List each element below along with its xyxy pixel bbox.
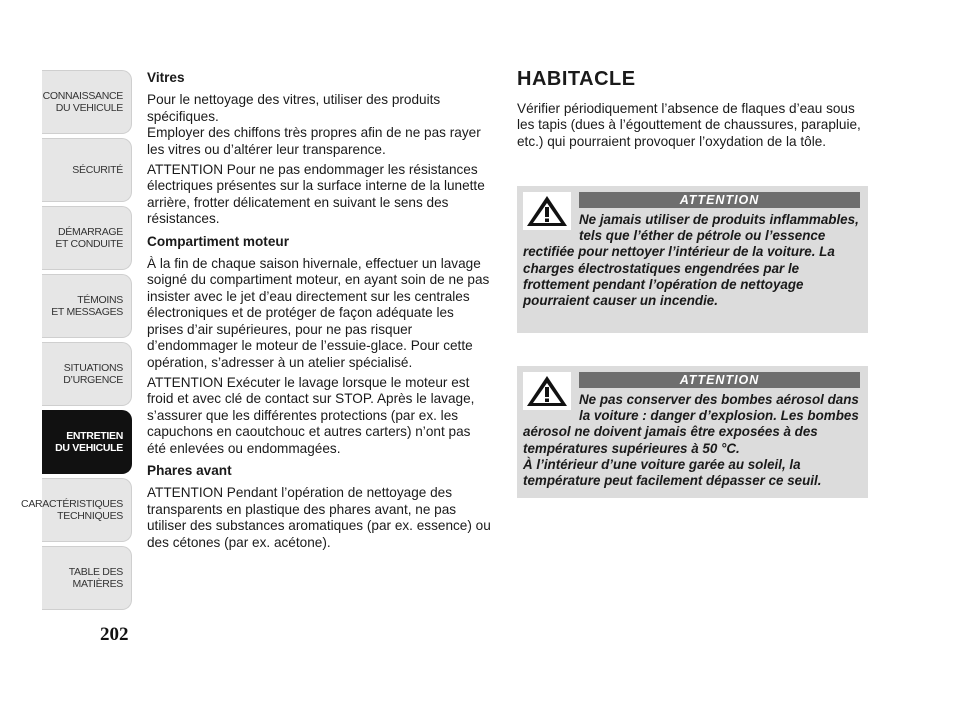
page-number: 202 [100,624,129,645]
tab-label: SITUATIONS D’URGENCE [63,362,123,386]
tab-label: SÉCURITÉ [72,164,123,176]
tab-temoins-et-messages[interactable] [42,274,132,338]
vitres-paragraph-2: ATTENTION Pour ne pas endommager les résistances électriques présentes sur la surface interne de la lunette arrière, frotter délicatement en suivant le sens des résistances. [147,162,485,227]
warning-triangle-icon [523,372,571,410]
habitacle-intro: Vérifier périodiquement l’absence de flaques d’eau sous les tapis (dues à l’égouttement de chaussures, parapluie, etc.) qui pourraient provoquer l’oxydation de la tôle. [517,101,861,149]
warning-text: Ne pas conserver des bombes aérosol dans la voiture : danger d’explosion. Les bombes aérosol ne doivent jamais être exposées à des températures supérieures à 50 °C. À l’intérieur d’une voiture garée au soleil, la température peut facilement dépasser ce seuil. [523,392,859,489]
left-column [147,70,492,555]
moteur-heading: Compartiment moteur [147,233,289,249]
right-column [517,68,869,150]
warning-text: Ne jamais utiliser de produits inflammables, tels que l’éther de pétrole ou l’essence rectifiée pour nettoyer l’intérieur de la voiture. La charges électrostatiques engendrées par le frottement pendant l’opération de nettoyage pourraient causer un incendie. [523,212,859,309]
tab-label: TABLE DES MATIÈRES [68,566,123,590]
tab-connaissance-du-vehicule[interactable] [42,70,132,134]
tab-label: CONNAISSANCE DU VEHICULE [42,90,123,114]
tab-securite[interactable] [42,138,132,202]
tab-label: DÉMARRAGE ET CONDUITE [55,226,123,250]
tab-situations-d-urgence[interactable] [42,342,132,406]
warning-box [517,366,868,498]
tab-label: TÉMOINS ET MESSAGES [51,294,123,318]
tab-entretien-du-vehicule[interactable] [42,410,132,474]
warning-label: ATTENTION [579,192,860,208]
warning-triangle-icon [523,192,571,230]
tab-caracteristiques-techniques[interactable] [21,478,132,542]
section-title: HABITACLE [517,68,636,90]
tab-label: ENTRETIEN DU VEHICULE [55,430,123,454]
warning-label: ATTENTION [579,372,860,388]
vitres-heading: Vitres [147,70,185,85]
phares-paragraph-1: ATTENTION Pendant l’opération de nettoyage des transparents en plastique des phares avant, ne pas utiliser des substances aromatiques (par ex. essence) ou des cétones (par ex. acétone). [147,485,491,550]
warning-box [517,186,868,333]
vitres-paragraph-1: Pour le nettoyage des vitres, utiliser des produits spécifiques. Employer des chiffons très propres afin de ne pas rayer les vitres ou d’altérer leur transparence. [147,92,481,157]
moteur-paragraph-1: À la fin de chaque saison hivernale, effectuer un lavage soigné du compartiment moteur, en ayant soin de ne pas insister avec le jet d’eau directement sur les centrales électroniques et de protéger de façon adéquate les prises d’air supérieures, pour ne pas risquer d’endommager le moteur de l’essuie-glace. Pour cette opération, s’adresser à un atelier spécialisé. [147,256,490,370]
tab-table-des-matieres[interactable] [42,546,132,610]
moteur-paragraph-2: ATTENTION Exécuter le lavage lorsque le moteur est froid et avec clé de contact sur STOP. Après le lavage, s’assurer que les différentes protections (par ex. les capuchons en caoutchouc et autres carters) n’ont pas été enlevées ou endommagées. [147,374,475,456]
phares-heading: Phares avant [147,462,232,478]
tab-label: CARACTÉRISTIQUES TECHNIQUES [21,498,123,522]
tab-demarrage-et-conduite[interactable] [42,206,132,270]
